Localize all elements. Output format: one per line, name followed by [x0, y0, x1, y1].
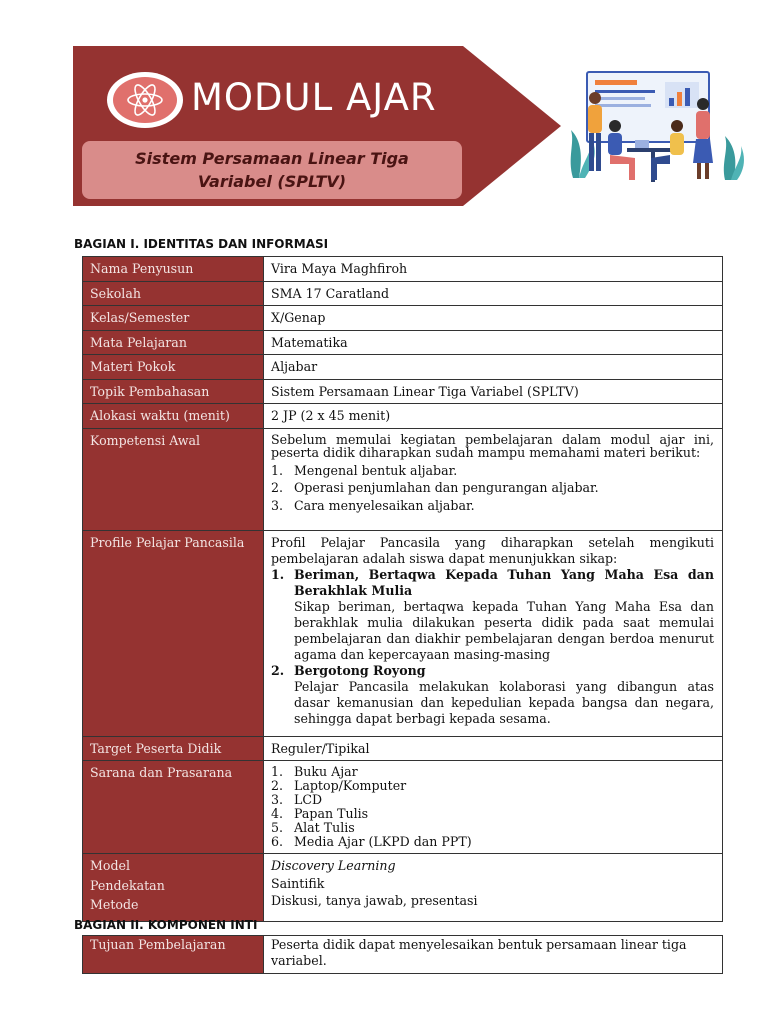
- table-row: [83, 306, 723, 331]
- value-metode: Diskusi, tanya jawab, presentasi: [271, 893, 478, 908]
- label-nama-penyusun: Nama Penyusun: [83, 257, 264, 282]
- list-item: 2. Operasi penjumlahan dan pengurangan aljabar.: [271, 480, 599, 495]
- value-pendekatan: Saintifik: [271, 875, 325, 891]
- profil-intro: Profil Pelajar Pancasila yang diharapkan setelah mengikuti pembelajaran adalah siswa dapat menunjukkan sikap:: [271, 534, 714, 566]
- value-topik-pembahasan: Sistem Persamaan Linear Tiga Variabel (SPLTV): [264, 379, 723, 404]
- section-heading-identitas: BAGIAN I. IDENTITAS DAN INFORMASI: [74, 237, 329, 251]
- label-sarana-prasarana: Sarana dan Prasarana: [83, 761, 264, 854]
- table-row: [83, 761, 723, 854]
- value-nama-penyusun: Vira Maya Maghfiroh: [264, 257, 723, 282]
- table-row: [83, 404, 723, 429]
- table-row: [83, 257, 723, 282]
- table-row: [83, 854, 723, 922]
- section-heading-komponen-inti: BAGIAN II. KOMPONEN INTI: [74, 918, 258, 932]
- core-component-table: [82, 935, 723, 974]
- value-materi-pokok: Aljabar: [264, 355, 723, 380]
- team-meeting-illustration: [565, 68, 745, 193]
- label-kelas-semester: Kelas/Semester: [83, 306, 264, 331]
- atom-icon: [125, 83, 165, 117]
- kompetensi-intro: Sebelum memulai kegiatan pembelajaran dalam modul ajar ini, peserta didik diharapkan sudah mampu memahami materi berikut:: [271, 431, 714, 460]
- label-kompetensi-awal: Kompetensi Awal: [83, 428, 264, 530]
- kompetensi-list: [271, 463, 714, 514]
- label-sekolah: Sekolah: [83, 281, 264, 306]
- profil-list: [271, 567, 714, 727]
- value-sarana-prasarana: [264, 761, 723, 854]
- table-row: [83, 530, 723, 736]
- list-item: 1. Buku Ajar: [271, 764, 358, 779]
- label-pendekatan: Pendekatan: [90, 877, 165, 893]
- list-item: 3. LCD: [271, 792, 323, 807]
- table-row: [83, 736, 723, 761]
- list-item: 2. Laptop/Komputer: [271, 778, 407, 793]
- table-row: [83, 936, 723, 974]
- label-model: Model: [90, 858, 131, 873]
- label-materi-pokok: Materi Pokok: [83, 355, 264, 380]
- list-item: 5. Alat Tulis: [271, 820, 355, 835]
- value-kelas-semester: X/Genap: [264, 306, 723, 331]
- label-target-peserta-didik: Target Peserta Didik: [83, 736, 264, 761]
- value-kompetensi-awal: [264, 428, 723, 530]
- module-title: MODUL AJAR: [191, 76, 437, 119]
- logo: [107, 72, 183, 128]
- table-row: [83, 428, 723, 530]
- list-item: 2. Bergotong Royong Pelajar Pancasila melakukan kolaborasi yang dibangun atas dasar kemanusian dan kepedulian kepada bangsa dan negara, sehingga dapat berbagi kepada sesama.: [271, 662, 714, 726]
- value-alokasi-waktu: 2 JP (2 x 45 menit): [264, 404, 723, 429]
- label-tujuan-pembelajaran: Tujuan Pembelajaran: [83, 936, 264, 974]
- profil-item-title: Bergotong Royong: [294, 662, 426, 678]
- value-sekolah: SMA 17 Caratland: [264, 281, 723, 306]
- list-item: 1. Beriman, Bertaqwa Kepada Tuhan Yang Maha Esa dan Berakhlak Mulia Sikap beriman, bertaqwa kepada Tuhan Yang Maha Esa dan berakhlak mulia dilakukan peserta didik pada saat memulai pembelajaran dan diakhir pembelajaran dengan berdoa menurut agama dan kepercayaan masing-masing: [271, 566, 714, 662]
- label-model-pendekatan-metode: [83, 854, 264, 922]
- label-metode: Metode: [90, 897, 139, 912]
- table-row: [83, 330, 723, 355]
- value-model: Discovery Learning: [271, 858, 396, 873]
- value-target-peserta-didik: Reguler/Tipikal: [264, 736, 723, 761]
- value-mata-pelajaran: Matematika: [264, 330, 723, 355]
- header-banner: [73, 46, 561, 206]
- label-profil-pelajar-pancasila: Profile Pelajar Pancasila: [83, 530, 264, 736]
- profil-item-desc: Sikap beriman, bertaqwa kepada Tuhan Yang Maha Esa dan berakhlak mulia dilakukan peserta didik pada saat memulai pembelajaran dan diakhir pembelajaran dengan berdoa menurut agama dan kepercayaan masing-masing: [294, 598, 714, 662]
- module-subtitle: Sistem Persamaan Linear Tiga Variabel (SPLTV): [135, 149, 409, 191]
- list-item: 6. Media Ajar (LKPD dan PPT): [271, 834, 472, 849]
- table-row: [83, 379, 723, 404]
- profil-item-title: Beriman, Bertaqwa Kepada Tuhan Yang Maha Esa dan Berakhlak Mulia: [294, 566, 714, 598]
- label-alokasi-waktu: Alokasi waktu (menit): [83, 404, 264, 429]
- label-mata-pelajaran: Mata Pelajaran: [83, 330, 264, 355]
- list-item: 4. Papan Tulis: [271, 806, 369, 821]
- module-subtitle-box: [82, 141, 462, 199]
- list-item: 3. Cara menyelesaikan aljabar.: [271, 497, 475, 513]
- sarana-list: [271, 765, 714, 849]
- value-model-pendekatan-metode: [264, 854, 723, 922]
- label-topik-pembahasan: Topik Pembahasan: [83, 379, 264, 404]
- profil-item-desc: Pelajar Pancasila melakukan kolaborasi yang dibangun atas dasar kemanusian dan kepedulian kepada bangsa dan negara, sehingga dapat berbagi kepada sesama.: [294, 678, 714, 726]
- identity-table: [82, 256, 723, 922]
- list-item: 1. Mengenal bentuk aljabar.: [271, 462, 458, 478]
- value-tujuan-pembelajaran: Peserta didik dapat menyelesaikan bentuk persamaan linear tiga variabel.: [264, 936, 723, 974]
- value-profil-pelajar-pancasila: [264, 530, 723, 736]
- table-row: [83, 355, 723, 380]
- table-row: [83, 281, 723, 306]
